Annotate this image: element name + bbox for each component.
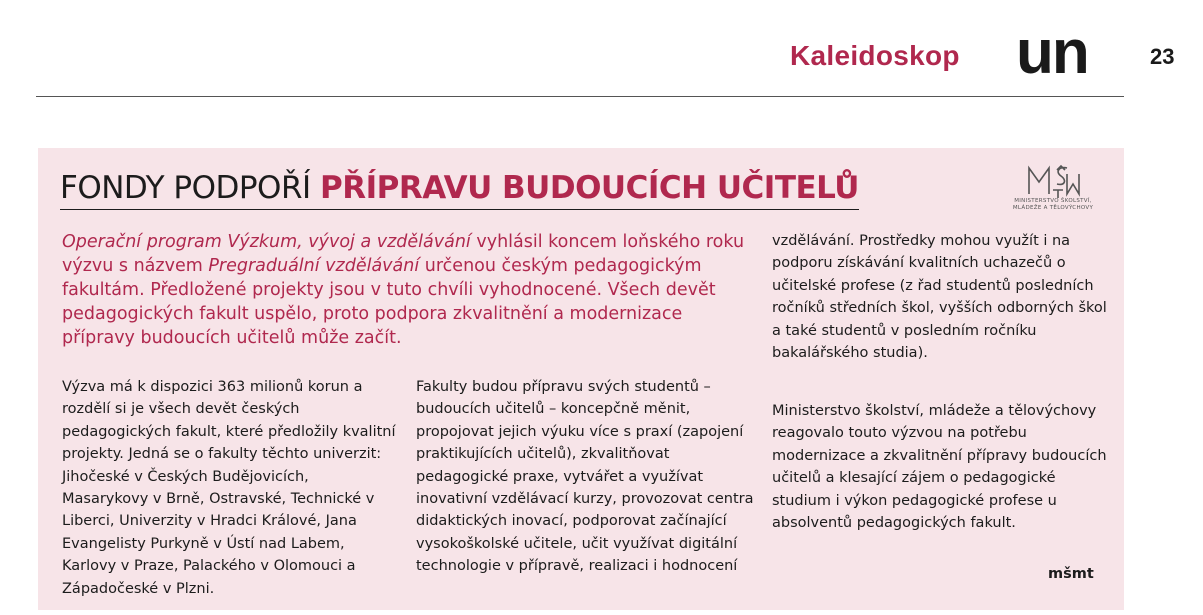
- lead-call-name: Pregraduální vzdělávání: [208, 256, 420, 276]
- article-title: [60, 170, 859, 210]
- article-box: [38, 148, 1124, 610]
- ministry-name-line2: MLÁDEŽE A TĚLOVÝCHOVY: [1012, 204, 1094, 211]
- header-divider: [36, 96, 1124, 97]
- lead-program-name: Operační program Výzkum, vývoj a vzdělávání: [62, 232, 471, 252]
- body-column-1: Výzva má k dispozici 363 milionů korun a rozdělí si je všech devět českých pedagogických fakult, které předložily kvalitní projekty. Jedná se o fakulty těchto univerzit: Jihočeské v Českých Budějovicích, Masarykovy v Brně, Ostravské, Technické v Liberci, Univerzity v Hradci Králové, Jana Evangelisty Purkyně v Ústí nad Labem, Karlovy v Praze, Palackého v Olomouci a Západočeské v Plzni.: [62, 379, 396, 597]
- ministry-name-line1: MINISTERSTVO ŠKOLSTVÍ,: [1014, 198, 1092, 204]
- lead-paragraph: [62, 230, 752, 350]
- page-number: 23: [1150, 44, 1175, 69]
- body-column-3-paragraph-1: vzdělávání. Prostředky mohou využít i na podporu získávání kvalitních uchazečů o učitelské profese (z řad studentů posledních ročníků středních škol, vyšších odborných škol a také studentů v posledním ročníku bakalářského studia).: [772, 233, 1107, 362]
- title-plain: FONDY PODPOŘÍ: [60, 170, 320, 206]
- msmt-logo-icon: [1023, 160, 1083, 198]
- magazine-logo: un: [1016, 18, 1088, 87]
- section-label: Kaleidoskop: [790, 40, 960, 71]
- ministry-logo: [993, 160, 1113, 211]
- body-column-2: Fakulty budou přípravu svých studentů – budoucích učitelů – koncepčně měnit, propojovat jejich výuku více s praxí (zapojení praktikujících učitelů), zkvalitňovat pedagogické praxe, vytvářet a využívat inovativní vzdělávací kurzy, provozovat centra didaktických inovací, podporovat začínající vysokoškolské učitele, učit využívat digitální technologie v přípravě, realizaci i hodnocení: [416, 379, 754, 575]
- lead-text-1: vyhlásil koncem loňského roku výzvu s názvem: [62, 232, 745, 276]
- title-accent: PŘÍPRAVU BUDOUCÍCH UČITELŮ: [319, 170, 859, 206]
- author-signature: mšmt: [1048, 566, 1094, 582]
- lead-text-2: určenou českým pedagogickým fakultám. Předložené projekty jsou v tuto chvíli vyhodnocené. Všech devět pedagogických fakult uspělo, proto podpora zkvalitnění a modernizace přípravy budoucích učitelů může začít.: [62, 256, 716, 348]
- body-column-3-paragraph-2: Ministerstvo školství, mládeže a tělovýchovy reagovalo touto výzvou na potřebu modernizace a zkvalitnění přípravy budoucích učitelů a klesající zájem o pedagogické studium i výkon pedagogické profese u absolventů pedagogických fakult.: [772, 403, 1107, 532]
